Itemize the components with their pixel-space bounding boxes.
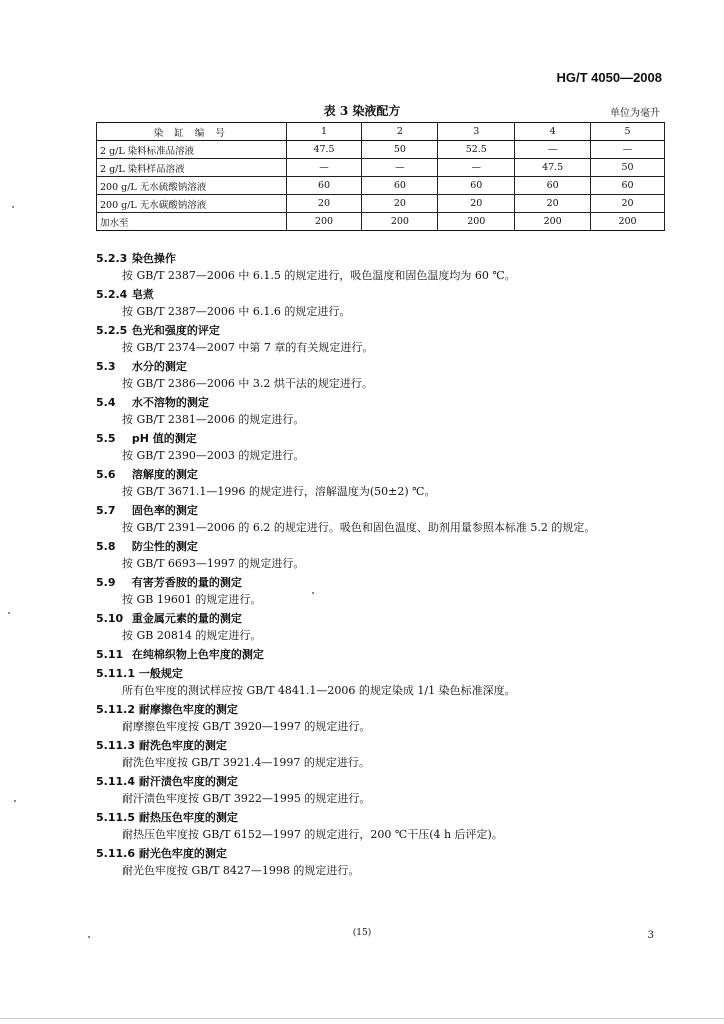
table-header-row <box>97 123 665 141</box>
section-5-3 <box>96 358 676 392</box>
section-number: 5.9 <box>96 576 116 589</box>
standard-code: HG/T 4050—2008 <box>556 70 662 85</box>
section-5-2-5 <box>96 322 676 356</box>
section-number: 5.3 <box>96 360 116 373</box>
section-number: 5.4 <box>96 396 116 409</box>
section-number: 5.5 <box>96 432 116 445</box>
section-heading <box>96 394 676 411</box>
section-body: 按 GB/T 2386—2006 中 3.2 烘干法的规定进行。 <box>122 377 373 390</box>
table-row-label: 200 g/L 无水碳酸钠溶液 <box>97 195 287 213</box>
section-title: 一般规定 <box>138 667 183 680</box>
page-number: 3 <box>647 930 654 941</box>
table-cell: 200 <box>286 213 362 231</box>
section-title: 水分的测定 <box>131 360 187 373</box>
section-number: 5.11 <box>96 648 124 661</box>
section-heading <box>96 286 676 303</box>
table-unit-note: 单位为毫升 <box>610 108 660 119</box>
table-cell: — <box>438 159 515 177</box>
table-row-label: 2 g/L 染料标准品溶液 <box>97 141 287 159</box>
table-cell: 47.5 <box>286 141 362 159</box>
section-5-2-3 <box>96 250 676 284</box>
section-title: 防尘性的测定 <box>131 540 198 553</box>
page-sequence-number: (15) <box>352 928 372 938</box>
section-body: 按 GB/T 2391—2006 的 6.2 的规定进行。吸色和固色温度、助剂用量参照本标准 5.2 的规定。 <box>122 521 596 534</box>
section-heading <box>96 701 676 718</box>
table-row-label: 2 g/L 染料样品溶液 <box>97 159 287 177</box>
section-body: 耐汗渍色牢度按 GB/T 3922—1995 的规定进行。 <box>122 792 371 805</box>
dye-recipe-table <box>96 122 665 231</box>
section-5-11-1 <box>96 665 676 699</box>
section-heading <box>96 809 676 826</box>
table-column-header: 1 <box>286 123 362 141</box>
section-5-11 <box>96 646 676 663</box>
section-number: 5.11.4 <box>96 775 135 788</box>
section-heading <box>96 358 676 375</box>
section-5-6 <box>96 466 676 500</box>
section-number: 5.11.6 <box>96 847 135 860</box>
section-number: 5.2.3 <box>96 252 128 265</box>
section-heading <box>96 646 676 663</box>
table-cell: 50 <box>591 159 665 177</box>
scan-speck <box>88 936 90 938</box>
section-number: 5.11.1 <box>96 667 135 680</box>
table-cell: 20 <box>286 195 362 213</box>
table-row <box>97 141 665 159</box>
section-title: 耐摩擦色牢度的测定 <box>138 703 238 716</box>
section-5-7 <box>96 502 676 536</box>
scan-speck <box>12 206 14 208</box>
table-title: 表 3 染液配方 <box>323 104 401 118</box>
table-cell: 200 <box>515 213 591 231</box>
section-heading <box>96 665 676 682</box>
section-heading <box>96 538 676 555</box>
table-row <box>97 213 665 231</box>
table-cell: — <box>362 159 438 177</box>
section-number: 5.11.5 <box>96 811 135 824</box>
section-body: 所有色牢度的测试样应按 GB/T 4841.1—2006 的规定染成 1/1 染色标准深度。 <box>122 684 516 697</box>
table-cell: — <box>286 159 362 177</box>
section-number: 5.10 <box>96 612 124 625</box>
section-body: 耐光色牢度按 GB/T 8427—1998 的规定进行。 <box>122 864 360 877</box>
table-cell: 47.5 <box>515 159 591 177</box>
section-list <box>96 250 676 879</box>
table-cell: 60 <box>286 177 362 195</box>
section-title: 耐汗渍色牢度的测定 <box>138 775 238 788</box>
section-title: 重金属元素的量的测定 <box>131 612 242 625</box>
table-row-label: 200 g/L 无水硫酸钠溶液 <box>97 177 287 195</box>
table-cell: 52.5 <box>438 141 515 159</box>
table-row-label: 加水至 <box>97 213 287 231</box>
table-column-header: 4 <box>515 123 591 141</box>
table-cell: 50 <box>362 141 438 159</box>
section-heading <box>96 737 676 754</box>
section-body: 按 GB/T 2374—2007 中第 7 章的有关规定进行。 <box>122 341 374 354</box>
table-cell: 20 <box>591 195 665 213</box>
table-cell: 20 <box>438 195 515 213</box>
section-heading <box>96 574 676 591</box>
scan-edge-line <box>0 1018 724 1019</box>
section-title: 溶解度的测定 <box>131 468 198 481</box>
section-heading <box>96 773 676 790</box>
section-title: 耐热压色牢度的测定 <box>138 811 238 824</box>
table-cell: 20 <box>362 195 438 213</box>
table-cell: 60 <box>515 177 591 195</box>
section-number: 5.2.4 <box>96 288 128 301</box>
section-number: 5.11.2 <box>96 703 135 716</box>
section-body: 按 GB/T 2390—2003 的规定进行。 <box>122 449 305 462</box>
section-5-10 <box>96 610 676 644</box>
table-cell: 20 <box>515 195 591 213</box>
section-body: 耐摩擦色牢度按 GB/T 3920—1997 的规定进行。 <box>122 720 371 733</box>
section-title: 在纯棉织物上色牢度的测定 <box>131 648 264 661</box>
section-5-11-6 <box>96 845 676 879</box>
table-row <box>97 195 665 213</box>
table-cell: — <box>515 141 591 159</box>
table-cell: 200 <box>362 213 438 231</box>
section-number: 5.7 <box>96 504 116 517</box>
scan-speck <box>8 612 10 614</box>
table-cell: 60 <box>362 177 438 195</box>
section-number: 5.6 <box>96 468 116 481</box>
section-heading <box>96 502 676 519</box>
section-body: 耐热压色牢度按 GB/T 6152—1997 的规定进行，200 ℃干压(4 h 后评定)。 <box>122 828 503 841</box>
table-row <box>97 159 665 177</box>
section-heading <box>96 845 676 862</box>
table-cell: 60 <box>591 177 665 195</box>
section-number: 5.8 <box>96 540 116 553</box>
section-heading <box>96 322 676 339</box>
section-title: 耐光色牢度的测定 <box>138 847 227 860</box>
table-cell: — <box>591 141 665 159</box>
section-title: 色光和强度的评定 <box>131 324 220 337</box>
section-5-11-2 <box>96 701 676 735</box>
table-cell: 200 <box>591 213 665 231</box>
table-column-header: 2 <box>362 123 438 141</box>
table-column-header: 3 <box>438 123 515 141</box>
table-row <box>97 177 665 195</box>
table-cell: 200 <box>438 213 515 231</box>
table-cell: 60 <box>438 177 515 195</box>
section-5-5 <box>96 430 676 464</box>
section-5-4 <box>96 394 676 428</box>
section-5-11-3 <box>96 737 676 771</box>
section-body: 按 GB/T 2387—2006 中 6.1.5 的规定进行，吸色温度和固色温度均为 60 ℃。 <box>122 269 516 282</box>
section-body: 耐洗色牢度按 GB/T 3921.4—1997 的规定进行。 <box>122 756 370 769</box>
section-body: 按 GB/T 2381—2006 的规定进行。 <box>122 413 305 426</box>
section-title: 皂煮 <box>131 288 154 301</box>
section-body: 按 GB/T 3671.1—1996 的规定进行，溶解温度为(50±2) ℃。 <box>122 485 436 498</box>
section-body: 按 GB 20814 的规定进行。 <box>122 629 262 642</box>
scan-speck <box>312 592 314 594</box>
section-number: 5.2.5 <box>96 324 128 337</box>
table-header-label: 染 缸 编 号 <box>97 123 287 141</box>
section-title: 染色操作 <box>131 252 176 265</box>
scan-speck <box>14 800 16 802</box>
section-body: 按 GB 19601 的规定进行。 <box>122 593 262 606</box>
section-5-9 <box>96 574 676 608</box>
section-body: 按 GB/T 6693—1997 的规定进行。 <box>122 557 305 570</box>
section-5-11-5 <box>96 809 676 843</box>
section-title: 耐洗色牢度的测定 <box>138 739 227 752</box>
section-heading <box>96 610 676 627</box>
section-5-11-4 <box>96 773 676 807</box>
section-title: 固色率的测定 <box>131 504 198 517</box>
section-body: 按 GB/T 2387—2006 中 6.1.6 的规定进行。 <box>122 305 351 318</box>
section-5-2-4 <box>96 286 676 320</box>
section-title: pH 值的测定 <box>131 432 197 445</box>
section-heading <box>96 430 676 447</box>
section-heading <box>96 466 676 483</box>
section-heading <box>96 250 676 267</box>
table-column-header: 5 <box>591 123 665 141</box>
section-5-8 <box>96 538 676 572</box>
section-number: 5.11.3 <box>96 739 135 752</box>
section-title: 有害芳香胺的量的测定 <box>131 576 242 589</box>
section-title: 水不溶物的测定 <box>131 396 209 409</box>
